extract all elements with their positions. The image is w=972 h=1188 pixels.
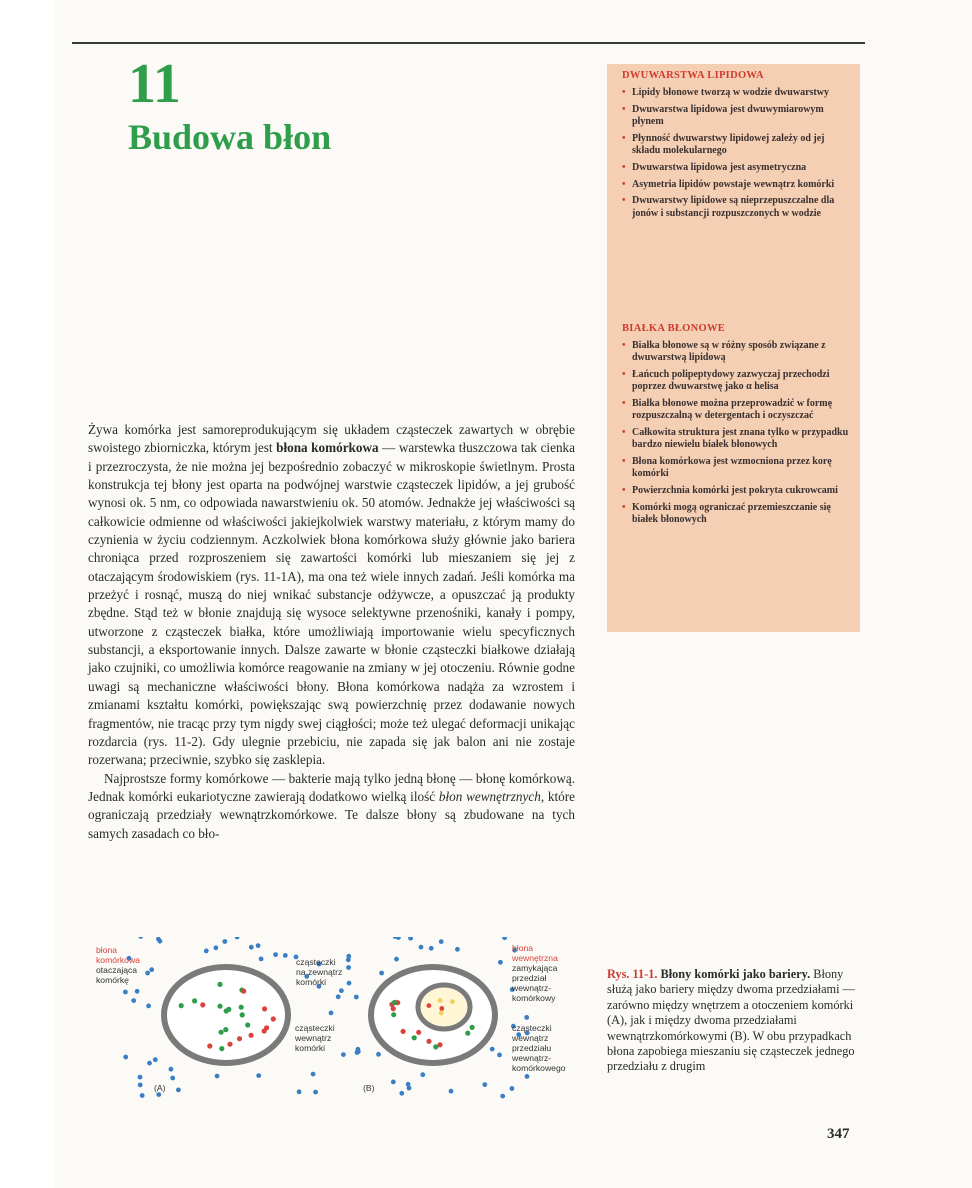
outside-molecule-dot: [329, 1011, 334, 1016]
label-line: komórkowa: [96, 955, 140, 965]
outside-molecule-dot: [339, 988, 344, 993]
label-inside-molecules: [295, 1023, 335, 1053]
summary-item: • Powierzchnia komórki jest pokryta cukrowcami: [622, 485, 854, 497]
label-line: wewnątrz: [295, 1033, 332, 1043]
outside-molecule-dot: [399, 1091, 404, 1096]
compartment-molecule-dot: [450, 999, 455, 1004]
internal-membrane-ring: [418, 985, 470, 1029]
label-line: błona: [512, 943, 534, 953]
summary-item: • Lipidy błonowe tworzą w wodzie dwuwarstwy: [622, 87, 854, 99]
outside-molecule-dot: [347, 981, 352, 986]
inside-molecule-dot: [179, 1003, 184, 1008]
outside-molecule-dot: [235, 937, 240, 939]
outside-molecule-dot: [214, 945, 219, 950]
label-line: wewnętrzna: [512, 953, 558, 963]
summary-item: • Płynność dwuwarstwy lipidowej zależy od jej składu molekularnego: [622, 133, 854, 157]
outside-molecule-dot: [259, 957, 264, 962]
outside-molecule-dot: [123, 1055, 128, 1060]
outside-molecule-dot: [140, 1093, 145, 1098]
summary-item: • Dwuwarstwy lipidowe są nieprzepuszczalne dla jonów i substancji rozpuszczonych w wodzie: [622, 195, 854, 219]
label-line: wewnątrz-: [512, 1053, 552, 1063]
summary-item: • Całkowita struktura jest znana tylko w przypadku bardzo niewielu białek błonowych: [622, 427, 854, 451]
outside-molecule-dot: [336, 994, 341, 999]
label-line: wewnątrz: [512, 1033, 549, 1043]
label-line: na zewnątrz: [296, 967, 343, 977]
outside-molecule-dot: [379, 971, 384, 976]
outside-molecule-dot: [502, 937, 507, 940]
outside-molecule-dot: [138, 1075, 143, 1080]
inside-molecule-dot: [426, 1039, 431, 1044]
inside-molecule-dot: [207, 1043, 212, 1048]
inside-molecule-dot: [249, 1033, 254, 1038]
outside-molecule-dot: [408, 937, 413, 941]
outside-molecule-dot: [256, 943, 261, 948]
chapter-title: Budowa błon: [128, 117, 332, 157]
label-line: komórki: [295, 1043, 326, 1053]
outside-molecule-dot: [482, 1082, 487, 1087]
summary-item: • Łańcuch polipeptydowy zazwyczaj przechodzi poprzez dwuwarstwę jako α helisa: [622, 369, 854, 393]
label-closing-compartment: [512, 963, 557, 1003]
outside-molecule-dot: [354, 995, 359, 1000]
outside-molecule-dot: [420, 1072, 425, 1077]
header-rule: [72, 42, 865, 44]
inside-molecule-dot: [227, 1042, 232, 1047]
outside-molecule-dot: [439, 939, 444, 944]
outside-molecule-dot: [170, 1076, 175, 1081]
outside-molecule-dot: [346, 965, 351, 970]
summary-item: • Białka błonowe są w różny sposób związane z dwuwarstwą lipidową: [622, 340, 854, 364]
outside-molecule-dot: [429, 946, 434, 951]
outside-molecule-dot: [256, 1073, 261, 1078]
inside-molecule-dot: [262, 1028, 267, 1033]
outside-molecule-dot: [525, 1074, 530, 1079]
inside-molecule-dot: [192, 998, 197, 1003]
italic-term: błon wewnętrznych: [438, 788, 541, 804]
outside-molecule-dot: [394, 957, 399, 962]
outside-molecule-dot: [341, 1052, 346, 1057]
outside-molecule-dot: [311, 1072, 316, 1077]
inside-molecule-dot: [262, 1006, 267, 1011]
outside-molecule-dot: [396, 937, 401, 940]
outside-molecule-dot: [490, 1047, 495, 1052]
outside-molecule-dot: [406, 1082, 411, 1087]
outside-molecule-dot: [215, 1074, 220, 1079]
inside-molecule-dot: [224, 1008, 229, 1013]
label-line: cząsteczki: [296, 957, 336, 967]
compartment-molecule-dot: [427, 1003, 432, 1008]
outside-molecule-dot: [419, 945, 424, 950]
page-number: 347: [827, 1126, 850, 1142]
label-line: komórki: [296, 977, 327, 987]
summary-item: • Białka błonowe można przeprowadzić w formę rozpuszczalną w detergentach i oczyszczać: [622, 398, 854, 422]
outside-molecule-dot: [297, 1089, 302, 1094]
label-line: wewnątrz-: [512, 983, 552, 993]
outside-molecule-dot: [249, 945, 254, 950]
compartment-molecule-dot: [438, 998, 443, 1003]
cell-b: [329, 937, 530, 1099]
outside-molecule-dot: [273, 952, 278, 957]
outside-molecule-dot: [222, 939, 227, 944]
outside-molecule-dot: [313, 1090, 318, 1095]
outside-molecule-dot: [169, 1067, 174, 1072]
figure-11-1: [88, 937, 588, 1107]
inside-molecule-dot: [239, 1005, 244, 1010]
outside-molecule-dot: [146, 1004, 151, 1009]
outside-molecule-dot: [524, 1015, 529, 1020]
figure-caption: [607, 967, 863, 1075]
outside-molecule-dot: [123, 990, 128, 995]
summary-item: • Dwuwarstwa lipidowa jest asymetryczna: [622, 162, 854, 174]
summary-section-lipid-bilayer: [622, 70, 854, 224]
outside-molecule-dot: [449, 1089, 454, 1094]
summary-item: • Asymetria lipidów powstaje wewnątrz komórki: [622, 179, 854, 191]
outside-molecule-dot: [455, 947, 460, 952]
summary-list: [622, 87, 854, 220]
paragraph: [88, 770, 575, 843]
paragraph: [88, 421, 575, 770]
inside-molecule-dot: [200, 1002, 205, 1007]
label-compartment-molecules: [512, 1023, 566, 1073]
outside-molecule-dot: [204, 949, 209, 954]
label-line: komórkowy: [512, 993, 556, 1003]
inside-molecule-dot: [219, 1046, 224, 1051]
outside-molecule-dot: [356, 1047, 361, 1052]
cell-a: [123, 937, 321, 1098]
panel-b-label: (B): [363, 1083, 375, 1093]
outside-molecule-dot: [500, 1094, 505, 1099]
inside-molecule-dot: [245, 1022, 250, 1027]
inside-molecule-dot: [433, 1044, 438, 1049]
label-line: zamykająca: [512, 963, 558, 973]
compartment-molecule-dot: [439, 1006, 444, 1011]
inside-molecule-dot: [217, 982, 222, 987]
caption-text: Błony służą jako bariery między dwoma przedziałami — zarówno między wnętrzem a otoczeniem komórki (A), jak i między dwoma przedziałami wewnątrzkomórkowymi (B). W obu przypadkach błona zapobiega mieszaniu się cząsteczek jednego przedziału z drugim: [607, 967, 855, 1074]
label-line: komórkę: [96, 975, 129, 985]
inside-molecule-dot: [237, 1036, 242, 1041]
inside-molecule-dot: [416, 1030, 421, 1035]
outside-molecule-dot: [147, 1061, 152, 1066]
summary-item: • Dwuwarstwa lipidowa jest dwuwymiarowym płynem: [622, 104, 854, 128]
outside-molecule-dot: [153, 1057, 158, 1062]
label-line: cząsteczki: [295, 1023, 335, 1033]
label-line: cząsteczki: [512, 1023, 552, 1033]
inside-molecule-dot: [241, 989, 246, 994]
outside-molecule-dot: [510, 1086, 515, 1091]
summary-heading: DWUWARSTWA LIPIDOWA: [622, 70, 764, 81]
caption-title: Błony komórki jako bariery.: [657, 967, 811, 981]
outside-molecule-dot: [283, 953, 288, 958]
label-line: otaczająca: [96, 965, 138, 975]
outside-molecule-dot: [176, 1088, 181, 1093]
label-internal-membrane: [512, 943, 558, 963]
text-run: , które ograniczają przedziały wewnątrzkomórkowe. Te dalsze błony są zbudowane na tych samych zasadach co bło-: [88, 788, 575, 841]
inside-molecule-dot: [470, 1025, 475, 1030]
chapter-summary-box: [607, 64, 860, 632]
inside-molecule-dot: [465, 1031, 470, 1036]
caption-number: Rys. 11-1.: [607, 967, 658, 981]
summary-item: • Komórki mogą ograniczać przemieszczanie się białek błonowych: [622, 502, 854, 526]
label-line: błona: [96, 945, 118, 955]
inside-molecule-dot: [223, 1027, 228, 1032]
inside-molecule-dot: [391, 1006, 396, 1011]
inside-molecule-dot: [392, 1000, 397, 1005]
scan-margin: [0, 0, 55, 1188]
inside-molecule-dot: [401, 1029, 406, 1034]
outside-molecule-dot: [498, 960, 503, 965]
body-text: [88, 421, 575, 843]
inside-molecule-dot: [217, 1004, 222, 1009]
summary-section-membrane-proteins: [622, 323, 854, 531]
label-outside-molecules: [296, 957, 342, 987]
outside-molecule-dot: [138, 937, 143, 939]
outside-molecule-dot: [131, 998, 136, 1003]
outside-molecule-dot: [135, 989, 140, 994]
text-run: — warstewka tłuszczowa tak cienka i przezroczysta, że nie można jej bezpośrednio zobaczyć w mikroskopie świetlnym. Prosta konstrukcja tej błony jest oparta na podwójnej warstwie cząsteczek lipidów, a jej grubość wynosi ok. 5 nm, co odpowiada nawarstwieniu ok. 50 atomów. Jednakże jej właściwości są całkowicie odmienne od właściwości jakiejkolwiek warstwy materiału, z którym mamy do czynienia w życiu codziennym. Aczkolwiek błona komórkowa służy głównie jako bariera chroniąca przed rozproszeniem się zawartości komórki lub mieszaniem się jej z otaczającym środowiskiem (rys. 11-1A), ma ona też wiele innych zadań. Jeśli komórka ma przeżyć i rosnąć, muszą do niej wnikać substancje odżywcze, a opuszczać ją produkty zbędne. Stąd też w błonie znajdują się wysoce selektywne przenośniki, kanały i pompy, utworzone z cząsteczek białka, które umożliwiają importowanie wielu specyficznych substancji, a eksportowanie innych. Dalsze zawarte w błonie cząsteczki białkowe działają jako czujniki, co umożliwia komórce reagowanie na zmiany w jej otoczeniu. Równie godne uwagi są mechaniczne właściwości błony. Błona komórkowa nadąża za wzrostem i zmianami kształtu komórki, powiększając swą powierzchnię przez dodawanie nowych fragmentów, nie tracąc przy tym nigdy swej ciągłości; może też ulegać deformacji unikając rozdarcia (rys. 11-2). Gdy ulegnie przebiciu, nie zapada się jak balon ani nie zostaje rozerwana; przeciwnie, szybko się zasklepia.: [88, 440, 575, 768]
chapter-number: 11: [128, 53, 181, 115]
outside-molecule-dot: [138, 1083, 143, 1088]
outside-molecule-dot: [346, 954, 351, 959]
outside-molecule-dot: [391, 1080, 396, 1085]
outside-molecule-dot: [497, 1053, 502, 1058]
panel-a-label: (A): [154, 1083, 166, 1093]
label-line: przedziału: [512, 1043, 552, 1053]
inside-molecule-dot: [240, 1012, 245, 1017]
inside-molecule-dot: [219, 1030, 224, 1035]
outside-molecule-dot: [376, 1052, 381, 1057]
inside-molecule-dot: [271, 1016, 276, 1021]
label-surrounding-cell: [96, 965, 137, 985]
summary-item: • Błona komórkowa jest wzmocniona przez korę komórki: [622, 456, 854, 480]
bold-term: błona komórkowa: [276, 440, 379, 456]
label-cell-membrane: [96, 945, 140, 965]
compartment-molecule-dot: [439, 1011, 444, 1016]
inside-molecule-dot: [412, 1035, 417, 1040]
summary-list: [622, 340, 854, 526]
label-line: komórkowego: [512, 1063, 566, 1073]
label-line: przedział: [512, 973, 547, 983]
inside-molecule-dot: [391, 1012, 396, 1017]
summary-heading: BIAŁKA BŁONOWE: [622, 323, 726, 334]
text-run: Żywa komórka jest samoreprodukującym się układem cząsteczek zawartych w obrębie swoistego zbiorniczka, którym jest: [88, 422, 575, 456]
outside-molecule-dot: [149, 967, 154, 972]
membrane-ring: [164, 967, 288, 1063]
outside-molecule-dot: [145, 971, 150, 976]
text-run: Najprostsze formy komórkowe — bakterie mają tylko jedną błonę — błonę komórkową. Jednak komórki eukariotyczne zawierają dodatkowo wielką ilość: [88, 770, 575, 804]
